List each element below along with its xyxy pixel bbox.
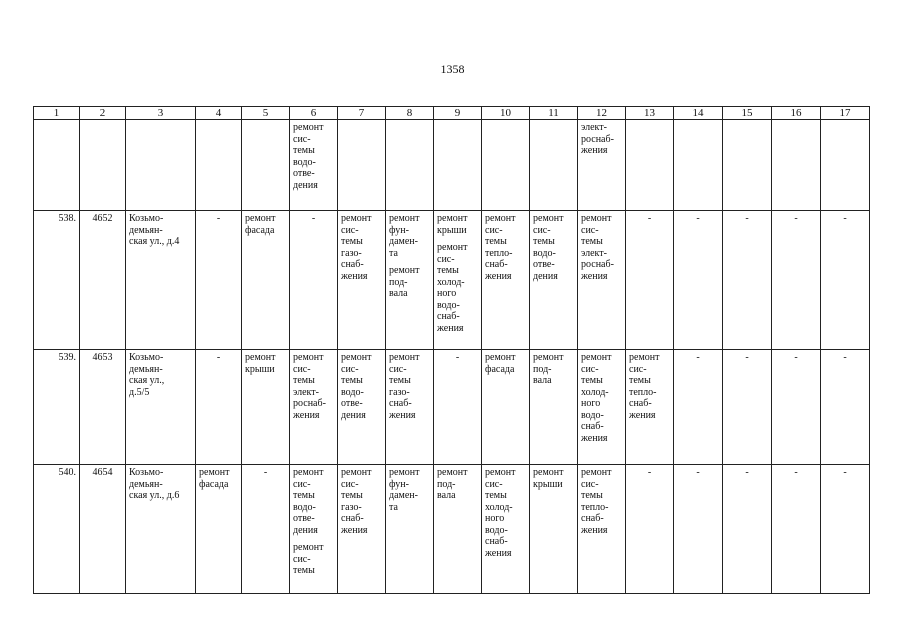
table-cell-col-8 <box>386 350 434 465</box>
table-cell-col-7 <box>338 120 386 211</box>
table-cell-col-2 <box>80 120 126 211</box>
cell-text: 4652 <box>92 213 113 224</box>
table-cell-col-5 <box>242 350 290 465</box>
table-cell-col-16 <box>772 120 821 211</box>
table-cell-col-2 <box>80 211 126 350</box>
empty-dash: - <box>696 213 700 224</box>
work-item: ремонт сис- темы газо- снаб- жения <box>389 352 420 421</box>
table-cell-col-4 <box>196 211 242 350</box>
work-item: ремонт сис- темы элект- роснаб- жения <box>293 352 326 421</box>
table-cell-col-16 <box>772 465 821 594</box>
table-cell-col-2 <box>80 350 126 465</box>
table-cell-col-4 <box>196 465 242 594</box>
column-header-1: 1 <box>34 107 80 120</box>
column-header-7: 7 <box>338 107 386 120</box>
empty-dash: - <box>216 352 221 363</box>
page-number: 1358 <box>440 62 465 76</box>
table-cell-col-10 <box>482 465 530 594</box>
work-item: ремонт сис- темы холод- ного водо- снаб- жения <box>581 352 612 444</box>
empty-dash: - <box>263 467 268 478</box>
cell-text: 539. <box>58 352 76 363</box>
empty-dash: - <box>647 213 652 224</box>
empty-dash: - <box>696 352 700 363</box>
table-cell-col-1 <box>34 211 80 350</box>
empty-dash: - <box>843 213 847 224</box>
table-cell-col-5 <box>242 465 290 594</box>
empty-dash: - <box>794 352 798 363</box>
work-item: ремонт фасада <box>199 467 230 490</box>
table-cell-col-12 <box>578 465 626 594</box>
table-cell-col-9 <box>434 211 482 350</box>
work-item: ремонт сис- темы тепло- снаб- жения <box>629 352 660 421</box>
work-item: ремонт сис- темы холод- ного водо- снаб- жения <box>485 467 516 559</box>
column-header-6: 6 <box>290 107 338 120</box>
work-item: ремонт сис- темы холод- ного водо- снаб- жения <box>437 242 468 334</box>
table-cell-col-14 <box>674 211 723 350</box>
column-header-17: 17 <box>821 107 870 120</box>
table-cell-col-9 <box>434 465 482 594</box>
column-header-2: 2 <box>80 107 126 120</box>
column-header-8: 8 <box>386 107 434 120</box>
table-cell-col-16 <box>772 350 821 465</box>
work-item: ремонт сис- темы газо- снаб- жения <box>341 467 372 536</box>
cell-text: 4654 <box>92 467 113 478</box>
empty-dash: - <box>794 467 798 478</box>
table-cell-col-10 <box>482 350 530 465</box>
table-cell-col-3 <box>126 211 196 350</box>
empty-dash: - <box>843 352 847 363</box>
table-row <box>34 211 870 350</box>
column-header-5: 5 <box>242 107 290 120</box>
table-cell-col-7 <box>338 211 386 350</box>
cell-text: Козьмо- демьян- ская ул., д.6 <box>129 467 180 501</box>
table-cell-col-15 <box>723 211 772 350</box>
cell-text: 538. <box>58 213 76 224</box>
table-cell-col-7 <box>338 350 386 465</box>
column-header-4: 4 <box>196 107 242 120</box>
table-cell-col-12 <box>578 211 626 350</box>
table-cell-col-12 <box>578 120 626 211</box>
column-header-11: 11 <box>530 107 578 120</box>
table-cell-col-11 <box>530 350 578 465</box>
empty-dash: - <box>311 213 316 224</box>
table-row <box>34 350 870 465</box>
work-item: ремонт под- вала <box>389 265 420 299</box>
column-header-16: 16 <box>772 107 821 120</box>
table-cell-col-11 <box>530 211 578 350</box>
table-cell-col-6 <box>290 350 338 465</box>
table-cell-col-6 <box>290 211 338 350</box>
table-cell-col-2 <box>80 465 126 594</box>
table-cell-col-11 <box>530 120 578 211</box>
table-cell-col-4 <box>196 120 242 211</box>
cell-text: 540. <box>58 467 76 478</box>
column-header-3: 3 <box>126 107 196 120</box>
table-cell-col-3 <box>126 465 196 594</box>
table-cell-col-1 <box>34 120 80 211</box>
table-cell-col-17 <box>821 120 870 211</box>
work-item: ремонт фун- дамен- та <box>389 467 420 513</box>
table-cell-col-3 <box>126 350 196 465</box>
table-cell-col-5 <box>242 211 290 350</box>
cell-text: 4653 <box>92 352 113 363</box>
table-cell-col-15 <box>723 120 772 211</box>
work-item: ремонт сис- темы тепло- снаб- жения <box>581 467 612 536</box>
work-item: ремонт крыши <box>245 352 276 375</box>
table-cell-col-13 <box>626 350 674 465</box>
column-header-13: 13 <box>626 107 674 120</box>
column-header-10: 10 <box>482 107 530 120</box>
work-item: ремонт сис- темы тепло- снаб- жения <box>485 213 516 282</box>
empty-dash: - <box>647 467 652 478</box>
column-header-12: 12 <box>578 107 626 120</box>
table-cell-col-6 <box>290 120 338 211</box>
column-header-9: 9 <box>434 107 482 120</box>
empty-dash: - <box>216 213 221 224</box>
table-cell-col-8 <box>386 211 434 350</box>
table-cell-col-1 <box>34 465 80 594</box>
table-cell-col-1 <box>34 350 80 465</box>
empty-dash: - <box>843 467 847 478</box>
work-item: ремонт крыши <box>533 467 564 490</box>
empty-dash: - <box>745 352 749 363</box>
table-cell-col-17 <box>821 465 870 594</box>
work-item: ремонт под- вала <box>437 467 468 501</box>
repair-schedule-table <box>33 106 870 594</box>
table-cell-col-14 <box>674 465 723 594</box>
table-cell-col-13 <box>626 211 674 350</box>
work-item: ремонт сис- темы водо- отве- дения <box>341 352 372 421</box>
column-header-14: 14 <box>674 107 723 120</box>
table-cell-col-12 <box>578 350 626 465</box>
empty-dash: - <box>794 213 798 224</box>
table-cell-col-11 <box>530 465 578 594</box>
table-cell-col-14 <box>674 120 723 211</box>
table-cell-col-13 <box>626 120 674 211</box>
table-cell-col-15 <box>723 350 772 465</box>
work-item: ремонт сис- темы <box>293 542 324 576</box>
work-item: ремонт крыши <box>437 213 468 236</box>
work-item: ремонт сис- темы водо- отве- дения <box>533 213 564 282</box>
work-item: ремонт фасада <box>485 352 516 375</box>
table-cell-col-8 <box>386 120 434 211</box>
work-item: ремонт сис- темы газо- снаб- жения <box>341 213 372 282</box>
table-cell-col-14 <box>674 350 723 465</box>
table-cell-col-13 <box>626 465 674 594</box>
work-item: элект- роснаб- жения <box>581 122 614 156</box>
column-header-15: 15 <box>723 107 772 120</box>
table-row <box>34 120 870 211</box>
work-item: ремонт фасада <box>245 213 276 236</box>
table-cell-col-4 <box>196 350 242 465</box>
empty-dash: - <box>745 467 749 478</box>
table-cell-col-10 <box>482 211 530 350</box>
table-cell-col-3 <box>126 120 196 211</box>
table-cell-col-7 <box>338 465 386 594</box>
table-cell-col-9 <box>434 350 482 465</box>
empty-dash: - <box>455 352 460 363</box>
table-cell-col-10 <box>482 120 530 211</box>
empty-dash: - <box>745 213 749 224</box>
work-item: ремонт под- вала <box>533 352 564 386</box>
table-cell-col-6 <box>290 465 338 594</box>
cell-text: Козьмо- демьян- ская ул., д.4 <box>129 213 180 247</box>
table-cell-col-17 <box>821 211 870 350</box>
header-row <box>34 107 870 120</box>
table-cell-col-8 <box>386 465 434 594</box>
table-row <box>34 465 870 594</box>
work-item: ремонт фун- дамен- та <box>389 213 420 259</box>
work-item: ремонт сис- темы водо- отве- дения <box>293 122 324 191</box>
table-cell-col-16 <box>772 211 821 350</box>
cell-text: Козьмо- демьян- ская ул., д.5/5 <box>129 352 165 398</box>
empty-dash: - <box>696 467 700 478</box>
table-cell-col-5 <box>242 120 290 211</box>
work-item: ремонт сис- темы водо- отве- дения <box>293 467 324 536</box>
table-body <box>34 120 870 594</box>
table-cell-col-17 <box>821 350 870 465</box>
work-item: ремонт сис- темы элект- роснаб- жения <box>581 213 614 282</box>
table-cell-col-15 <box>723 465 772 594</box>
table-cell-col-9 <box>434 120 482 211</box>
